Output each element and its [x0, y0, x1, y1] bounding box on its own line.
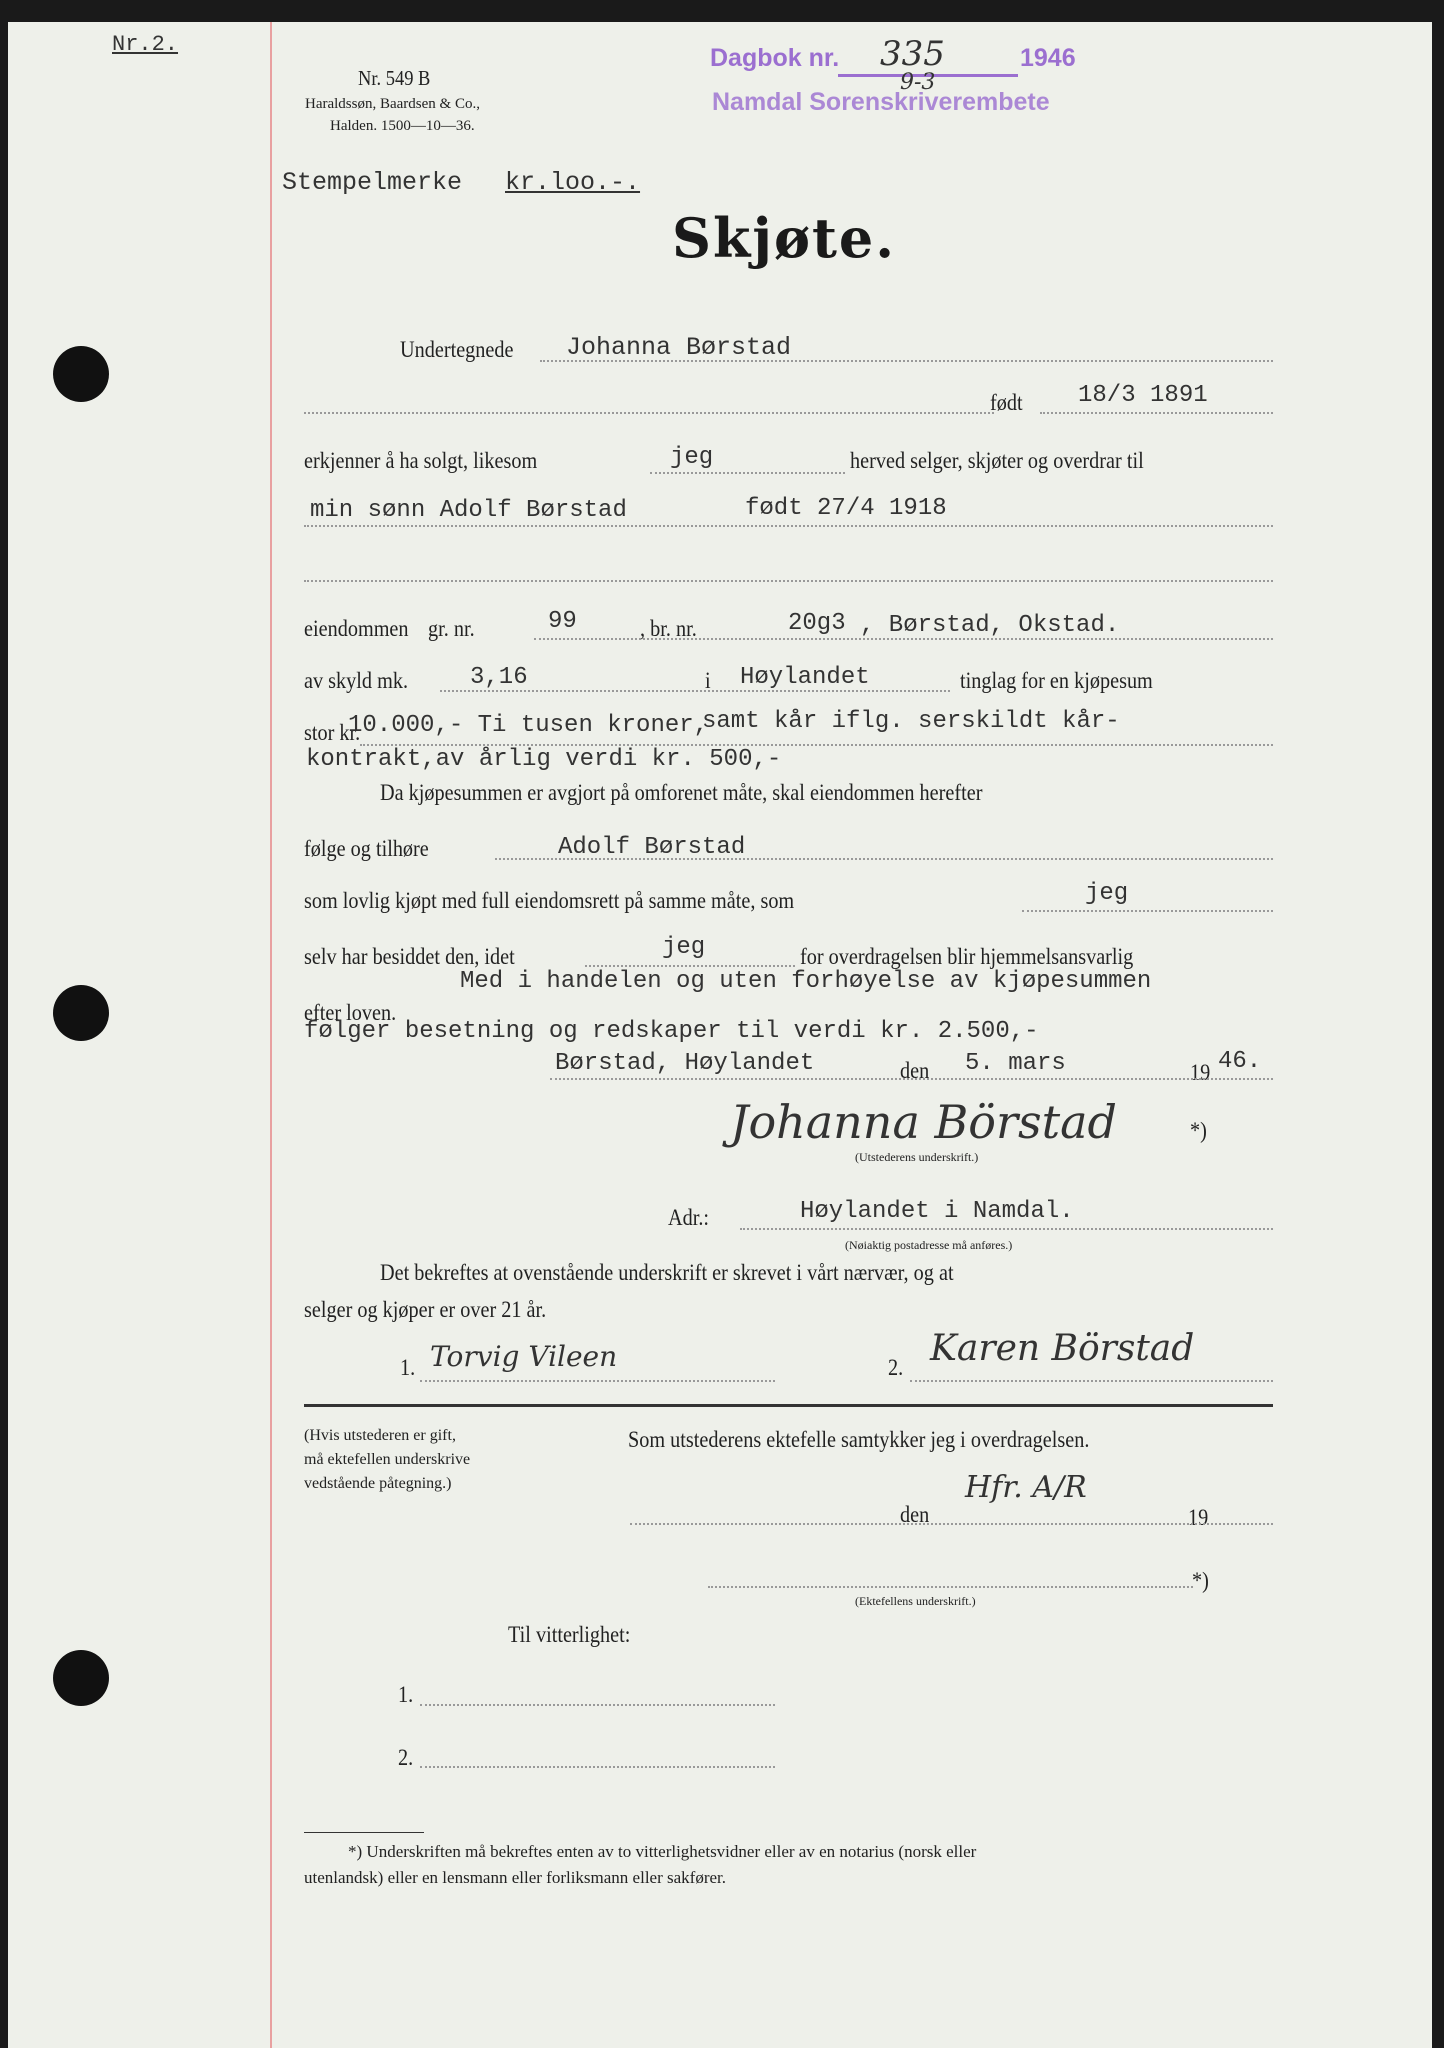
- besetning-text: følger besetning og redskaper til verdi kr. 2.500,-: [304, 1018, 1039, 1045]
- lovlig-text: som lovlig kjøpt med full eiendomsrett på samme måte, som: [304, 888, 795, 913]
- field-line: [910, 1380, 1273, 1382]
- field-line: [1040, 412, 1273, 414]
- stamp-date: 9-3: [900, 70, 936, 95]
- field-line: [420, 1704, 775, 1706]
- dagbok-number: 335: [880, 34, 945, 74]
- skyld-value: 3,16: [470, 664, 528, 691]
- skyld-label: av skyld mk.: [304, 668, 409, 693]
- field-line: [440, 690, 950, 692]
- confirm-text-1: Det bekreftes at ovenstående underskrift er skrevet i vårt nærvær, og at: [380, 1260, 954, 1285]
- selv-text: selv har besiddet den, idet: [304, 944, 515, 969]
- witness-2-label: 2.: [888, 1355, 904, 1380]
- spouse-mark: *): [1192, 1568, 1209, 1593]
- hjemmel-text: for overdragelsen blir hjemmelsansvarlig: [800, 944, 1134, 969]
- fodt-label: født: [990, 390, 1023, 415]
- field-line: [304, 412, 994, 414]
- footnote-line-2: utenlandsk) eller en lensmann eller forliksmann eller sakfører.: [304, 1868, 727, 1887]
- witness-line-1-label: 1.: [398, 1682, 414, 1707]
- spouse-den-label: den: [900, 1502, 930, 1527]
- seller-name: Johanna Børstad: [566, 333, 792, 362]
- field-line: [740, 1228, 1273, 1230]
- spouse-year-prefix: 19: [1188, 1505, 1209, 1530]
- selv-pronoun: jeg: [662, 934, 706, 961]
- address-label: Adr.:: [668, 1205, 710, 1230]
- witness-label: Til vitterlighet:: [508, 1622, 631, 1647]
- place: Børstad, Høylandet: [555, 1050, 815, 1077]
- brnr-value: 20g3: [788, 610, 846, 637]
- seller-pronoun: jeg: [670, 444, 714, 471]
- stempelmerke-value: kr.loo.-.: [505, 168, 641, 197]
- buyer-born: født 27/4 1918: [745, 495, 947, 522]
- page-title: Skjøte.: [672, 206, 897, 270]
- spouse-consent: Som utstederens ektefelle samtykker jeg i overdragelsen.: [628, 1427, 1090, 1452]
- year-suffix: 46.: [1218, 1048, 1262, 1075]
- stamp-office: Namdal Sorenskriverembete: [712, 88, 1050, 116]
- new-owner: Adolf Børstad: [558, 834, 746, 861]
- field-line: [630, 1523, 1273, 1525]
- kaar-text: samt kår iflg. serskildt kår-: [702, 708, 1120, 735]
- address-caption: (Nøiaktig postadresse må anføres.): [845, 1238, 1013, 1252]
- efter-text: efter loven.: [304, 1000, 397, 1025]
- field-line: [420, 1380, 775, 1382]
- field-line: [708, 1586, 1193, 1588]
- form-number: Nr. 549 B: [358, 66, 431, 90]
- da-text: Da kjøpesummen er avgjort på omforenet måte, skal eiendommen herefter: [380, 780, 983, 805]
- confirm-text-2: selger og kjøper er over 21 år.: [304, 1297, 547, 1322]
- herved-text: herved selger, skjøter og overdrar til: [850, 448, 1144, 473]
- spouse-note-1: (Hvis utstederen er gift,: [304, 1427, 456, 1444]
- punch-hole: [53, 985, 109, 1041]
- eiendommen-label: eiendommen: [304, 616, 409, 641]
- address-value: Høylandet i Namdal.: [800, 1198, 1074, 1225]
- field-line: [420, 1766, 775, 1768]
- witness-1-signature: Torvig Vileen: [430, 1340, 618, 1373]
- printer-place: Halden. 1500—10—36.: [330, 118, 475, 134]
- stamp-label: Dagbok nr.: [710, 44, 840, 72]
- spouse-note-2: må ektefellen underskrive: [304, 1451, 471, 1468]
- gnr-value: 99: [548, 608, 577, 635]
- property-name: , Børstad, Okstad.: [860, 612, 1120, 639]
- footnote-line-1: *) Underskriften må bekreftes enten av to vitterlighetsvidner eller av en notarius (norsk eller: [348, 1842, 977, 1861]
- field-line: [304, 525, 1273, 527]
- erkjenner-text: erkjenner å ha solgt, likesom: [304, 448, 538, 473]
- punch-hole: [53, 346, 109, 402]
- field-line: [534, 638, 1273, 640]
- tinglag-label: tinglag for en kjøpesum: [960, 668, 1153, 693]
- spouse-caption: (Ektefellens underskrift.): [855, 1594, 976, 1608]
- field-line: [1022, 910, 1273, 912]
- folge-label: følge og tilhøre: [304, 836, 429, 861]
- seller-signature: Johanna Börstad: [730, 1095, 1117, 1149]
- signature-caption: (Utstederens underskrift.): [855, 1150, 979, 1164]
- signature-mark: *): [1190, 1118, 1207, 1143]
- year-prefix: 19: [1190, 1060, 1211, 1085]
- undertegnede-label: Undertegnede: [400, 337, 514, 362]
- spouse-den-hand: Hfr. A/R: [965, 1470, 1087, 1505]
- field-line: [550, 1078, 1273, 1080]
- seller-born: 18/3 1891: [1078, 382, 1208, 409]
- brnr-label: , br. nr.: [640, 616, 697, 641]
- printer: Haraldssøn, Baardsen & Co.,: [305, 96, 480, 112]
- divider: [304, 1404, 1273, 1407]
- i-label: i: [705, 668, 711, 693]
- field-line: [495, 858, 1273, 860]
- den-label: den: [900, 1058, 930, 1083]
- med-text: Med i handelen og uten forhøyelse av kjøpesummen: [460, 968, 1152, 995]
- margin-line: [270, 22, 272, 2048]
- doc-number: Nr.2.: [112, 32, 179, 57]
- spouse-note-3: vedstående påtegning.): [304, 1475, 452, 1492]
- lovlig-pronoun: jeg: [1085, 880, 1129, 907]
- footnote-rule: [304, 1832, 424, 1833]
- witness-2-signature: Karen Börstad: [930, 1328, 1195, 1369]
- price: 10.000,- Ti tusen kroner,: [348, 712, 709, 739]
- punch-hole: [53, 1650, 109, 1706]
- tinglag-name: Høylandet: [740, 664, 870, 691]
- witness-line-2-label: 2.: [398, 1745, 414, 1770]
- stor-label: stor kr.: [304, 720, 361, 745]
- field-line: [650, 472, 845, 474]
- field-line: [304, 580, 1273, 582]
- date: 5. mars: [965, 1050, 1066, 1077]
- kontrakt-text: kontrakt,av årlig verdi kr. 500,-: [306, 746, 782, 773]
- buyer-name: min sønn Adolf Børstad: [310, 497, 627, 524]
- stempelmerke-label: Stempelmerke: [282, 168, 463, 197]
- stamp-year: 1946: [1020, 44, 1076, 72]
- witness-1-label: 1.: [400, 1355, 416, 1380]
- field-line: [585, 965, 795, 967]
- gnr-label: gr. nr.: [428, 616, 475, 641]
